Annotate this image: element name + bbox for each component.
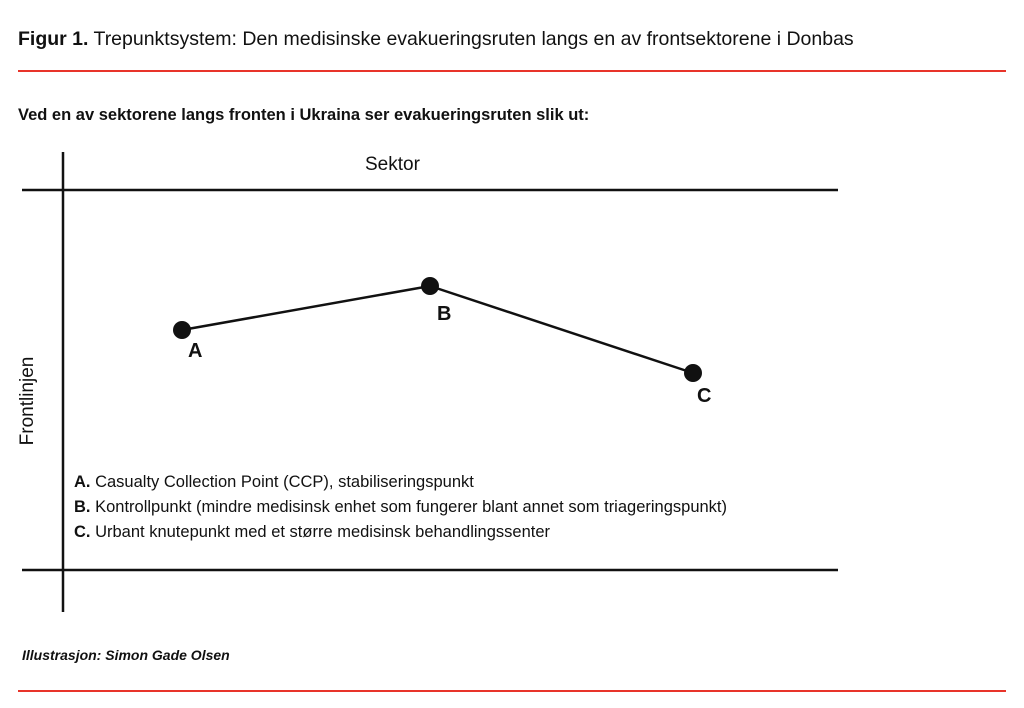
divider-bottom xyxy=(18,690,1006,692)
figure-label: Figur 1. xyxy=(18,28,89,50)
figure-caption xyxy=(18,26,1008,52)
node-a-label: A xyxy=(188,340,203,362)
axis-label-sektor: Sektor xyxy=(365,154,420,175)
legend-text: Casualty Collection Point (CCP), stabiliseringspunkt xyxy=(95,473,474,491)
legend-key: B. xyxy=(74,498,91,516)
route-path xyxy=(182,286,693,373)
divider-top xyxy=(18,70,1006,72)
legend-item xyxy=(74,470,727,495)
node-b-marker xyxy=(421,277,439,295)
legend-text: Urbant knutepunkt med et større medisinsk behandlingssenter xyxy=(95,523,550,541)
node-c-marker xyxy=(684,364,702,382)
figure-caption-text: Trepunktsystem: Den medisinske evakueringsruten langs en av frontsektorene i Donbas xyxy=(93,28,854,50)
legend-item xyxy=(74,520,727,545)
illustration-credit: Illustrasjon: Simon Gade Olsen xyxy=(22,647,230,663)
legend-text: Kontrollpunkt (mindre medisinsk enhet som fungerer blant annet som triageringspunkt) xyxy=(95,498,728,516)
legend-key: A. xyxy=(74,473,91,491)
node-a-marker xyxy=(173,321,191,339)
legend-key: C. xyxy=(74,523,91,541)
evacuation-route-diagram xyxy=(0,140,1024,630)
legend xyxy=(74,470,727,545)
node-c-label: C xyxy=(697,385,712,407)
intro-text: Ved en av sektorene langs fronten i Ukraina ser evakueringsruten slik ut: xyxy=(18,106,590,124)
axis-label-frontlinjen: Frontlinjen xyxy=(17,356,38,446)
legend-item xyxy=(74,495,727,520)
node-b-label: B xyxy=(437,303,452,325)
